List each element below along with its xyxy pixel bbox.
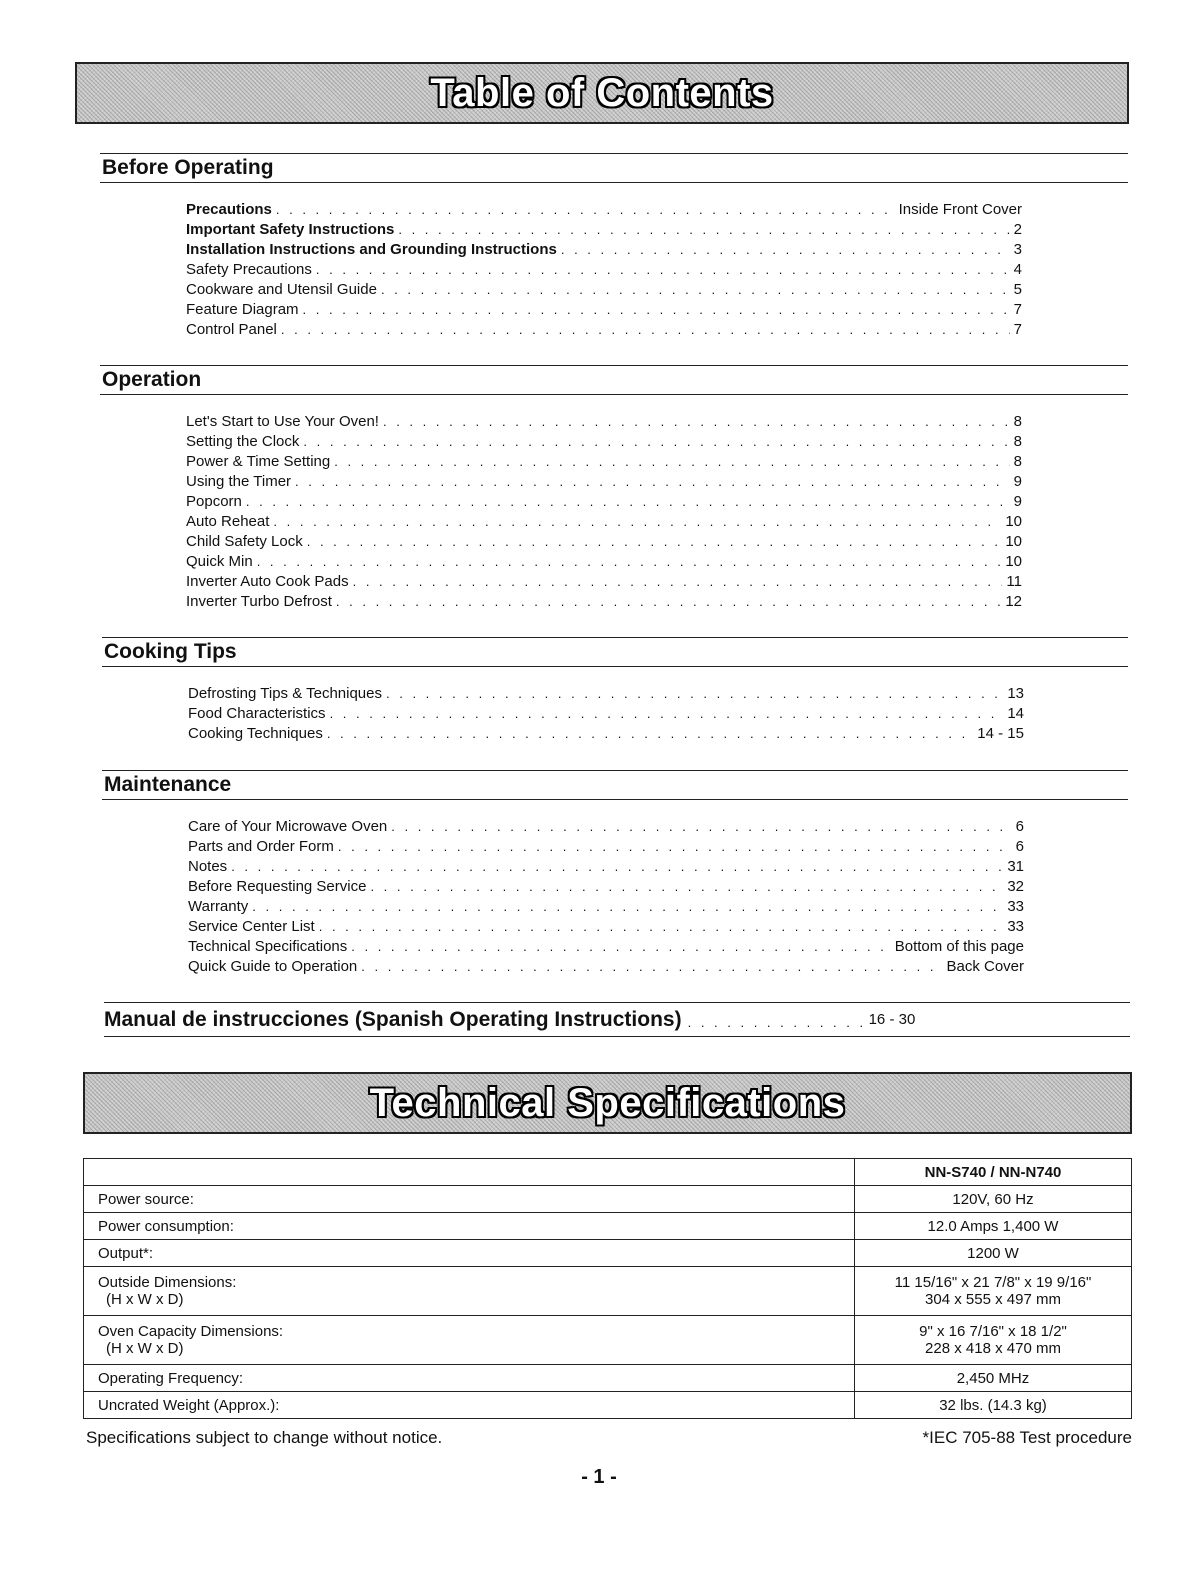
toc-entry-page: 8 <box>1013 433 1022 450</box>
section-title: Before Operating <box>102 156 274 179</box>
spec-value: 2,450 MHz <box>956 1369 1030 1387</box>
toc-entry <box>188 958 1024 978</box>
dot-leader <box>336 594 1001 609</box>
toc-entry <box>186 533 1022 553</box>
spec-header-row <box>84 1159 1132 1186</box>
section-title: Cooking Tips <box>104 640 237 663</box>
toc-entry-page: 8 <box>1013 413 1022 430</box>
toc-entry-label: Using the Timer <box>186 473 292 490</box>
spec-label: Power source: <box>98 1190 194 1208</box>
spec-value-cell <box>855 1213 1132 1240</box>
spec-value-cell <box>855 1267 1132 1316</box>
toc-entry-list <box>186 201 1022 341</box>
spec-label-cell <box>84 1392 855 1419</box>
spec-label: Outside Dimensions: <box>98 1274 237 1291</box>
dot-leader <box>273 514 1001 529</box>
section-title: Operation <box>102 368 202 391</box>
toc-entry-label: Let's Start to Use Your Oven! <box>186 413 379 430</box>
toc-entry-label: Cooking Techniques <box>188 725 323 742</box>
spec-row <box>84 1267 1132 1316</box>
toc-entry-label: Feature Diagram <box>186 301 299 318</box>
spanish-manual-label: Manual de instrucciones (Spanish Operating Instructions) <box>104 1007 682 1031</box>
spec-model: NN-S740 / NN-N740 <box>855 1159 1132 1186</box>
toc-entry-label: Technical Specifications <box>188 938 348 955</box>
toc-entry-page: 6 <box>1015 838 1024 855</box>
toc-entry-page: 33 <box>1007 918 1024 935</box>
toc-entry-label: Popcorn <box>186 493 242 510</box>
spec-label: Uncrated Weight (Approx.): <box>98 1396 280 1414</box>
toc-entry-label: Food Characteristics <box>188 705 326 722</box>
toc-entry-page: 33 <box>1007 898 1024 915</box>
dot-leader <box>330 706 1004 721</box>
dot-leader <box>561 242 1010 257</box>
toc-entry-label: Safety Precautions <box>186 261 312 278</box>
spec-row <box>84 1240 1132 1267</box>
toc-entry-page: Inside Front Cover <box>898 201 1022 218</box>
dot-leader <box>398 222 1009 237</box>
toc-entry-page: 9 <box>1013 493 1022 510</box>
toc-entry <box>188 938 1024 958</box>
dot-leader <box>381 282 1010 297</box>
spec-row <box>84 1186 1132 1213</box>
toc-entry-label: Installation Instructions and Grounding Instructions <box>186 241 557 258</box>
toc-entry-label: Child Safety Lock <box>186 533 303 550</box>
toc-entry-page: Back Cover <box>946 958 1024 975</box>
spec-header-blank <box>84 1159 855 1186</box>
spec-label-cell <box>84 1240 855 1267</box>
spec-value: 9" x 16 7/16" x 18 1/2" <box>919 1323 1067 1340</box>
spec-value: 1200 W <box>967 1244 1019 1262</box>
spec-row <box>84 1392 1132 1419</box>
dot-leader <box>257 554 1002 569</box>
spec-label-cell <box>84 1213 855 1240</box>
toc-entry-label: Service Center List <box>188 918 315 935</box>
toc-entry <box>186 281 1022 301</box>
section-header <box>100 365 1128 395</box>
toc-entry <box>188 685 1024 705</box>
toc-entry <box>186 453 1022 473</box>
dot-leader <box>386 686 1003 701</box>
dot-leader <box>338 839 1012 854</box>
spec-label-cell <box>84 1267 855 1316</box>
dot-leader <box>231 859 1003 874</box>
toc-entry-page: 11 <box>1006 573 1022 590</box>
dot-leader <box>281 322 1010 337</box>
dot-leader <box>307 534 1002 549</box>
dot-leader <box>316 262 1010 277</box>
toc-entry-label: Quick Min <box>186 553 253 570</box>
toc-entry <box>186 473 1022 493</box>
dot-leader <box>688 1009 863 1030</box>
section-header <box>102 637 1128 667</box>
toc-entry-page: 31 <box>1007 858 1024 875</box>
dot-leader <box>370 879 1003 894</box>
toc-entry-label: Care of Your Microwave Oven <box>188 818 388 835</box>
dot-leader <box>303 434 1009 449</box>
toc-entry <box>188 818 1024 838</box>
spec-label: Power consumption: <box>98 1217 234 1235</box>
spec-banner <box>83 1072 1132 1134</box>
spec-sublabel-text: (H x W x D) <box>106 1340 184 1357</box>
toc-entry <box>186 321 1022 341</box>
spec-value: 32 lbs. (14.3 kg) <box>939 1396 1047 1414</box>
dot-leader <box>353 574 1003 589</box>
toc-entry-label: Quick Guide to Operation <box>188 958 358 975</box>
toc-entry <box>186 433 1022 453</box>
spec-value-metric: 304 x 555 x 497 mm <box>925 1291 1061 1308</box>
dot-leader <box>351 939 890 954</box>
dot-leader <box>252 899 1003 914</box>
toc-entry-label: Inverter Auto Cook Pads <box>186 573 349 590</box>
toc-entry-page: 10 <box>1005 553 1022 570</box>
toc-entry-page: 10 <box>1005 533 1022 550</box>
toc-entry-page: 7 <box>1013 301 1022 318</box>
section-cooking-tips <box>102 637 1128 745</box>
toc-entry-label: Defrosting Tips & Techniques <box>188 685 382 702</box>
section-header <box>100 153 1128 183</box>
toc-entry-page: 13 <box>1007 685 1024 702</box>
page-number: - 1 - <box>581 1466 617 1488</box>
toc-entry-page: 10 <box>1005 513 1022 530</box>
toc-entry-page: 8 <box>1013 453 1022 470</box>
spec-table <box>83 1158 1132 1419</box>
toc-entry <box>186 413 1022 433</box>
toc-title: Table of Contents <box>430 70 774 115</box>
section-title: Maintenance <box>104 773 232 796</box>
toc-entry-label: Auto Reheat <box>186 513 270 530</box>
dot-leader <box>327 726 973 741</box>
spec-value-cell <box>855 1392 1132 1419</box>
dot-leader <box>295 474 1010 489</box>
toc-entry-list <box>188 685 1024 745</box>
toc-entry <box>188 705 1024 725</box>
toc-entry-page: 6 <box>1015 818 1024 835</box>
toc-entry-label: Cookware and Utensil Guide <box>186 281 377 298</box>
spec-sublabel <box>98 1340 848 1357</box>
dot-leader <box>391 819 1011 834</box>
toc-entry <box>186 241 1022 261</box>
spec-row <box>84 1365 1132 1392</box>
spec-title: Technical Specifications <box>369 1080 846 1125</box>
toc-entry <box>186 513 1022 533</box>
spec-value-cell <box>855 1186 1132 1213</box>
spec-row <box>84 1316 1132 1365</box>
dot-leader <box>303 302 1010 317</box>
section-maintenance <box>102 770 1128 978</box>
toc-entry <box>186 593 1022 613</box>
toc-banner <box>75 62 1129 124</box>
spanish-manual-entry <box>104 1002 1130 1037</box>
toc-entry <box>188 838 1024 858</box>
section-before-operating <box>100 153 1128 341</box>
toc-entry <box>188 918 1024 938</box>
dot-leader <box>246 494 1010 509</box>
toc-entry <box>186 201 1022 221</box>
dot-leader <box>383 414 1010 429</box>
dot-leader <box>276 202 895 217</box>
spec-value: 11 15/16" x 21 7/8" x 19 9/16" <box>894 1274 1092 1291</box>
spec-value-cell <box>855 1365 1132 1392</box>
section-operation <box>100 365 1128 613</box>
spec-value-cell <box>855 1240 1132 1267</box>
toc-entry-page: 3 <box>1013 241 1022 258</box>
spec-label: Oven Capacity Dimensions: <box>98 1323 284 1340</box>
footnote-left: Specifications subject to change without notice. <box>86 1428 443 1447</box>
toc-entry-label: Control Panel <box>186 321 277 338</box>
toc-entry-list <box>188 818 1024 978</box>
toc-entry-page: 14 <box>1007 705 1024 722</box>
toc-entry-page: 14 - 15 <box>977 725 1024 742</box>
toc-entry-label: Inverter Turbo Defrost <box>186 593 332 610</box>
toc-entry-page: 12 <box>1005 593 1022 610</box>
toc-entry-label: Important Safety Instructions <box>186 221 395 238</box>
spec-row <box>84 1213 1132 1240</box>
toc-entry-page: 32 <box>1007 878 1024 895</box>
dot-leader <box>319 919 1004 934</box>
spanish-manual-page: 16 - 30 <box>868 1011 916 1028</box>
toc-entry-page: 2 <box>1013 221 1022 238</box>
toc-entry-page: Bottom of this page <box>894 938 1024 955</box>
toc-entry-label: Notes <box>188 858 228 875</box>
spec-label-cell <box>84 1365 855 1392</box>
toc-entry-label: Precautions <box>186 201 272 218</box>
toc-entry <box>186 221 1022 241</box>
toc-entry-label: Setting the Clock <box>186 433 300 450</box>
toc-entry-label: Before Requesting Service <box>188 878 367 895</box>
spec-label: Output*: <box>98 1244 154 1262</box>
toc-entry <box>186 493 1022 513</box>
spec-value: 12.0 Amps 1,400 W <box>927 1217 1059 1235</box>
toc-entry <box>186 553 1022 573</box>
spec-value-metric: 228 x 418 x 470 mm <box>925 1340 1061 1357</box>
toc-entry-label: Power & Time Setting <box>186 453 331 470</box>
spec-label: Operating Frequency: <box>98 1369 244 1387</box>
toc-entry-page: 7 <box>1013 321 1022 338</box>
toc-entry <box>188 878 1024 898</box>
spec-label-cell <box>84 1186 855 1213</box>
toc-entry <box>188 898 1024 918</box>
spec-sublabel <box>98 1291 848 1308</box>
toc-entry-list <box>186 413 1022 613</box>
dot-leader <box>361 959 942 974</box>
dot-leader <box>334 454 1009 469</box>
toc-entry <box>186 301 1022 321</box>
toc-entry-label: Warranty <box>188 898 249 915</box>
spec-value: 120V, 60 Hz <box>952 1190 1034 1208</box>
toc-entry-page: 4 <box>1013 261 1022 278</box>
toc-entry <box>186 573 1022 593</box>
section-header <box>102 770 1128 800</box>
spec-sublabel-text: (H x W x D) <box>106 1291 184 1308</box>
toc-entry <box>188 725 1024 745</box>
footnote-right: *IEC 705-88 Test procedure <box>922 1428 1132 1447</box>
toc-entry-page: 9 <box>1013 473 1022 490</box>
spec-value-cell <box>855 1316 1132 1365</box>
toc-entry <box>188 858 1024 878</box>
toc-entry-page: 5 <box>1013 281 1022 298</box>
toc-entry <box>186 261 1022 281</box>
spec-label-cell <box>84 1316 855 1365</box>
toc-entry-label: Parts and Order Form <box>188 838 334 855</box>
